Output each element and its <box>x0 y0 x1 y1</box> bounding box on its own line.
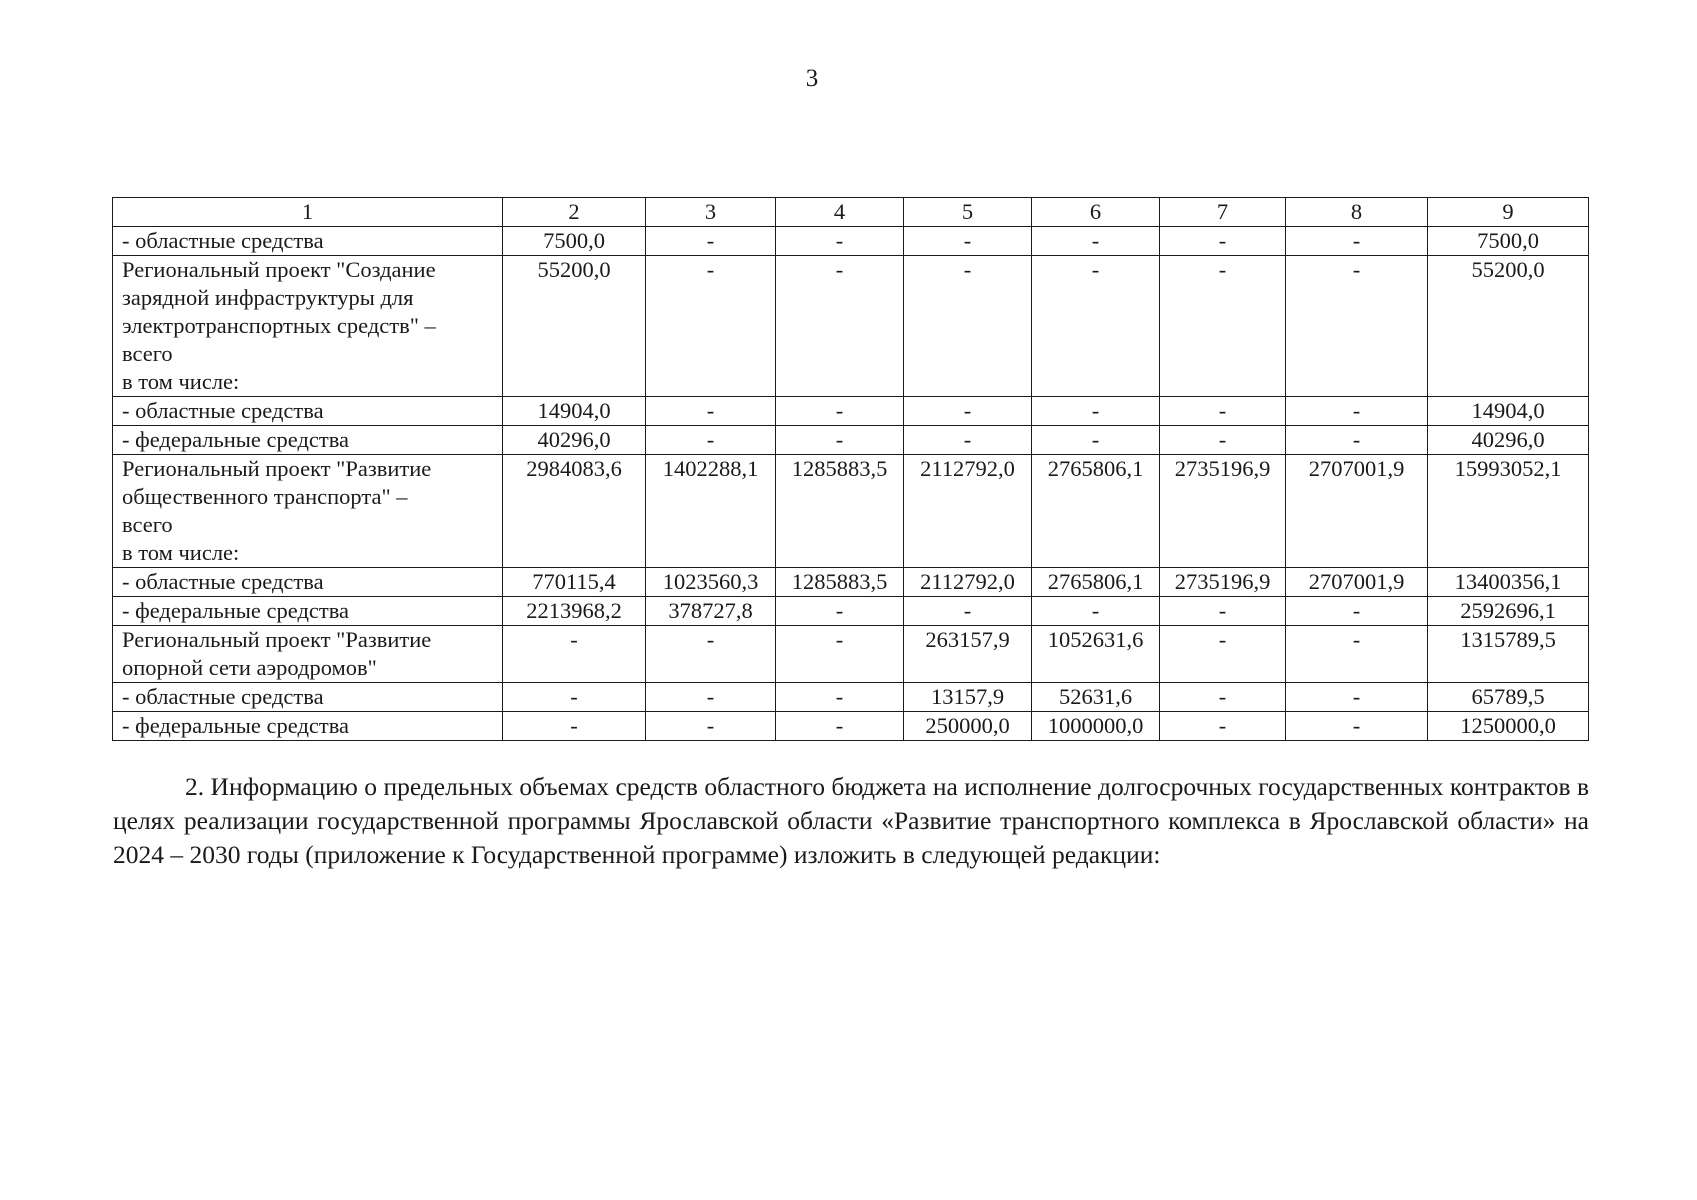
table-cell: 2765806,1 <box>1032 568 1160 597</box>
table-cell: 15993052,1 <box>1428 455 1589 568</box>
table-cell: - <box>776 712 904 741</box>
table-cell: - <box>1160 597 1286 626</box>
table-cell: - <box>503 683 646 712</box>
table-cell: - <box>1160 426 1286 455</box>
table-cell: 2112792,0 <box>904 455 1032 568</box>
row-label-line: всего <box>122 341 173 366</box>
table-cell: 2592696,1 <box>1428 597 1589 626</box>
table-cell: - <box>1032 397 1160 426</box>
row-label: - областные средства <box>113 568 503 597</box>
table-cell: - <box>1286 683 1428 712</box>
table-cell: 770115,4 <box>503 568 646 597</box>
table-cell: 55200,0 <box>1428 256 1589 397</box>
project-row <box>113 256 1589 397</box>
table-cell: - <box>503 712 646 741</box>
table-cell: - <box>1286 256 1428 397</box>
table-cell: - <box>1286 426 1428 455</box>
row-label-line: общественного транспорта" – <box>122 484 408 509</box>
table-cell: - <box>646 683 776 712</box>
table-cell: - <box>904 426 1032 455</box>
table-cell: - <box>1032 227 1160 256</box>
table-cell: - <box>1286 227 1428 256</box>
funding-source-row <box>113 397 1589 426</box>
table-cell: - <box>776 683 904 712</box>
row-label-line: Региональный проект "Создание <box>122 257 436 282</box>
table-cell: - <box>1160 626 1286 683</box>
table-cell: 2984083,6 <box>503 455 646 568</box>
table-cell: - <box>776 397 904 426</box>
table-cell: 1315789,5 <box>1428 626 1589 683</box>
row-label: - федеральные средства <box>113 712 503 741</box>
table-cell: - <box>904 397 1032 426</box>
row-label: - федеральные средства <box>113 426 503 455</box>
row-label-line: электротранспортных средств" – <box>122 313 436 338</box>
body-paragraph: 2. Информацию о предельных объемах средств областного бюджета на исполнение долгосрочных государственных контрактов в целях реализации государственной программы Ярославской области «Развитие транспортного комплекса в Ярославской области» на 2024 – 2030 годы (приложение к Государственной программе) изложить в следующей редакции: <box>113 772 1589 869</box>
project-row <box>113 626 1589 683</box>
budget-table <box>112 197 1589 741</box>
table-cell: 2765806,1 <box>1032 455 1160 568</box>
table-cell: 2735196,9 <box>1160 568 1286 597</box>
table-cell: - <box>1160 397 1286 426</box>
table-cell: - <box>646 256 776 397</box>
row-label-line: всего <box>122 512 173 537</box>
column-header-2: 2 <box>503 198 646 227</box>
funding-source-row <box>113 426 1589 455</box>
column-header-3: 3 <box>646 198 776 227</box>
table-cell: 1000000,0 <box>1032 712 1160 741</box>
row-label <box>113 626 503 683</box>
table-cell: - <box>1286 597 1428 626</box>
row-label: - областные средства <box>113 683 503 712</box>
row-label-line: опорной сети аэродромов" <box>122 655 377 680</box>
table-cell: 7500,0 <box>503 227 646 256</box>
table-cell: 2112792,0 <box>904 568 1032 597</box>
table-cell: - <box>1286 397 1428 426</box>
table-cell: - <box>646 426 776 455</box>
table-cell: 40296,0 <box>1428 426 1589 455</box>
table-cell: - <box>776 597 904 626</box>
table-cell: - <box>776 256 904 397</box>
table-cell: - <box>776 426 904 455</box>
table-body <box>113 227 1589 741</box>
column-header-9: 9 <box>1428 198 1589 227</box>
table-cell: 2735196,9 <box>1160 455 1286 568</box>
table-cell: 14904,0 <box>1428 397 1589 426</box>
column-header-6: 6 <box>1032 198 1160 227</box>
table-cell: - <box>904 227 1032 256</box>
table-cell: - <box>1032 256 1160 397</box>
funding-source-row <box>113 712 1589 741</box>
row-label: - федеральные средства <box>113 597 503 626</box>
table-cell: 1285883,5 <box>776 455 904 568</box>
table-cell: - <box>1160 227 1286 256</box>
funding-source-row <box>113 597 1589 626</box>
table-cell: 263157,9 <box>904 626 1032 683</box>
table-cell: - <box>1286 712 1428 741</box>
table-cell: - <box>1160 256 1286 397</box>
row-label: - областные средства <box>113 397 503 426</box>
table-cell: 2707001,9 <box>1286 455 1428 568</box>
row-label <box>113 256 503 397</box>
table-cell: 13400356,1 <box>1428 568 1589 597</box>
table-cell: - <box>1032 597 1160 626</box>
table-cell: 1250000,0 <box>1428 712 1589 741</box>
table-cell: - <box>1286 626 1428 683</box>
table-header-row <box>113 198 1589 227</box>
table-cell: 40296,0 <box>503 426 646 455</box>
table-cell: - <box>1032 426 1160 455</box>
row-label-line: Региональный проект "Развитие <box>122 456 432 481</box>
table-cell: - <box>503 626 646 683</box>
column-header-7: 7 <box>1160 198 1286 227</box>
funding-source-row <box>113 683 1589 712</box>
table-cell: 1285883,5 <box>776 568 904 597</box>
table-cell: - <box>776 626 904 683</box>
table-cell: 2707001,9 <box>1286 568 1428 597</box>
table-cell: - <box>1160 683 1286 712</box>
row-label-line: зарядной инфраструктуры для <box>122 285 414 310</box>
table-cell: - <box>1160 712 1286 741</box>
table-cell: - <box>646 227 776 256</box>
table-cell: - <box>646 626 776 683</box>
table-cell: 14904,0 <box>503 397 646 426</box>
table-cell: 378727,8 <box>646 597 776 626</box>
project-row <box>113 455 1589 568</box>
table-cell: - <box>646 397 776 426</box>
page-number: 3 <box>805 65 819 92</box>
row-label-line: в том числе: <box>122 369 240 394</box>
column-header-8: 8 <box>1286 198 1428 227</box>
table-cell: 13157,9 <box>904 683 1032 712</box>
table-cell: 52631,6 <box>1032 683 1160 712</box>
table-cell: - <box>776 227 904 256</box>
row-label <box>113 455 503 568</box>
row-label-line: в том числе: <box>122 540 240 565</box>
table-cell: 7500,0 <box>1428 227 1589 256</box>
table-cell: - <box>646 712 776 741</box>
table-cell: 55200,0 <box>503 256 646 397</box>
funding-source-row <box>113 568 1589 597</box>
funding-source-row <box>113 227 1589 256</box>
table-cell: - <box>904 256 1032 397</box>
row-label: - областные средства <box>113 227 503 256</box>
column-header-4: 4 <box>776 198 904 227</box>
row-label-line: Региональный проект "Развитие <box>122 627 432 652</box>
table-cell: 65789,5 <box>1428 683 1589 712</box>
table-cell: 1023560,3 <box>646 568 776 597</box>
table-cell: 2213968,2 <box>503 597 646 626</box>
column-header-5: 5 <box>904 198 1032 227</box>
column-header-1: 1 <box>113 198 503 227</box>
table-cell: 250000,0 <box>904 712 1032 741</box>
table-cell: 1052631,6 <box>1032 626 1160 683</box>
table-cell: - <box>904 597 1032 626</box>
table-cell: 1402288,1 <box>646 455 776 568</box>
